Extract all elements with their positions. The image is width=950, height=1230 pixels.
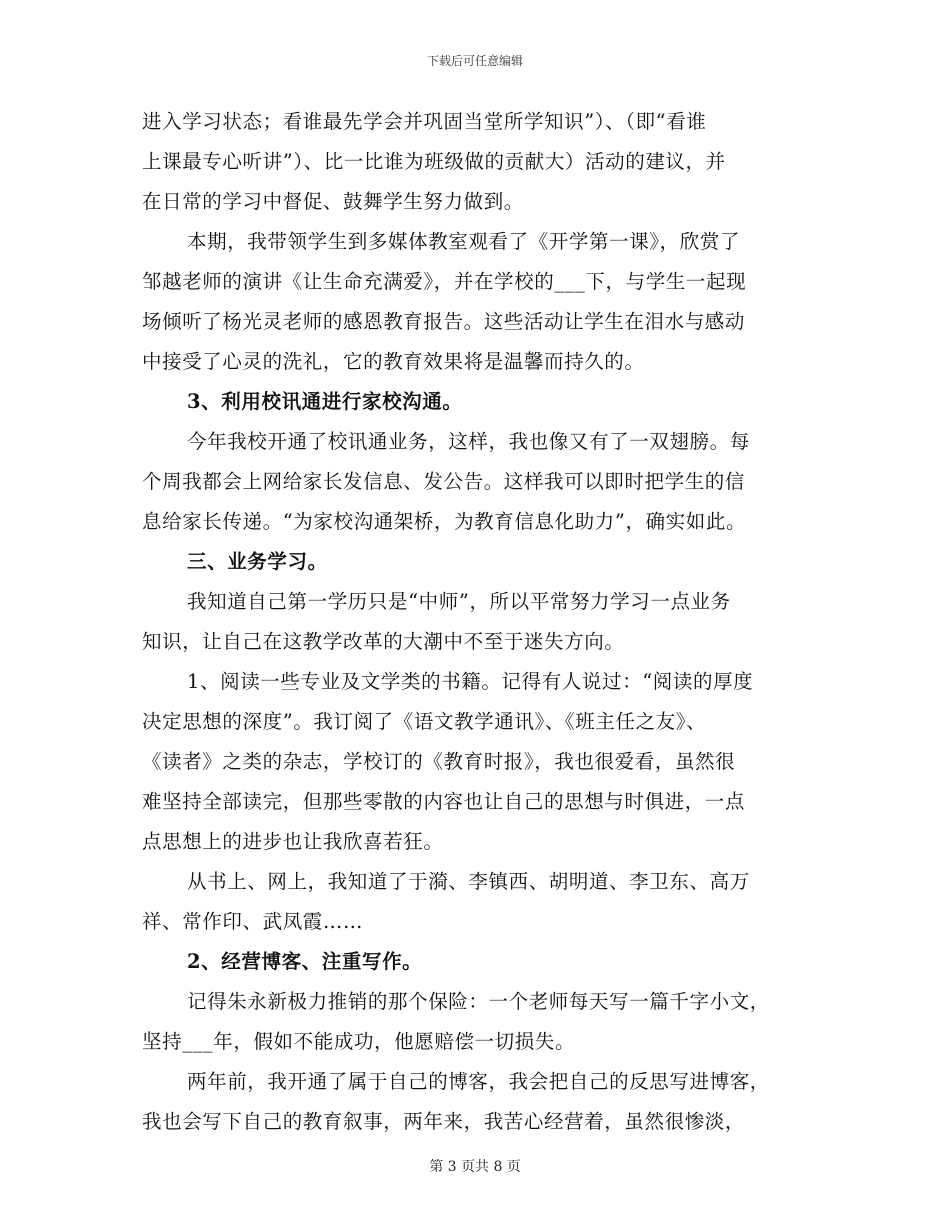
section-heading-line: 3、利用校讯通进行家校沟通。 <box>187 390 463 413</box>
text-line: 个周我都会上网给家长发信息、发公告。这样我可以即时把学生的信 <box>142 470 746 493</box>
text-line: 从书上、网上，我知道了于漪、李镇西、胡明道、李卫东、高万 <box>187 870 750 893</box>
text-line: 1、阅读一些专业及文学类的书籍。记得有人说过：“阅读的厚度 <box>187 670 754 693</box>
text-line: 今年我校开通了校讯通业务，这样，我也像又有了一双翅膀。每 <box>187 430 750 453</box>
text-line: 邹越老师的演讲《让生命充满爱》，并在学校的___下，与学生一起现 <box>142 270 747 293</box>
text-line: 场倾听了杨光灵老师的感恩教育报告。这些活动让学生在泪水与感动 <box>142 310 746 333</box>
text-line: 难坚持全部读完，但那些零散的内容也让自己的思想与时俱进，一点 <box>142 790 746 813</box>
text-line: 在日常的学习中督促、鼓舞学生努力做到。 <box>142 190 524 213</box>
text-line: 记得朱永新极力推销的那个保险：一个老师每天写一篇千字小文， <box>187 990 770 1013</box>
text-line: 决定思想的深度”。我订阅了《语文教学通讯》、《班主任之友》、 <box>142 710 707 733</box>
text-line: 《读者》之类的杂志，学校订的《教育时报》，我也很爱看，虽然很 <box>142 750 736 773</box>
text-line: 中接受了心灵的洗礼，它的教育效果将是温馨而持久的。 <box>142 350 645 373</box>
text-line: 上课最专心听讲”）、比一比谁为班级做的贡献大）活动的建议，并 <box>142 150 726 173</box>
text-line: 祥、常作印、武凤霞…… <box>142 910 364 933</box>
text-line: 我也会写下自己的教育叙事，两年来，我苦心经营着，虽然很惨淡， <box>142 1110 746 1133</box>
text-line: 本期，我带领学生到多媒体教室观看了《开学第一课》，欣赏了 <box>187 230 741 253</box>
text-line: 点思想上的进步也让我欣喜若狂。 <box>142 830 444 853</box>
document-body <box>142 102 812 1142</box>
text-line: 坚持___年，假如不能成功，他愿赔偿一切损失。 <box>142 1030 576 1053</box>
section-heading-line: 三、业务学习。 <box>187 550 328 573</box>
text-line: 息给家长传递。“为家校沟通架桥，为教育信息化助力”，确实如此。 <box>142 510 747 533</box>
section-heading-line: 2、经营博客、注重写作。 <box>187 950 423 973</box>
page-footer: 第 3 页共 8 页 <box>429 1159 521 1175</box>
text-line: 两年前，我开通了属于自己的博客，我会把自己的反思写进博客， <box>187 1070 770 1093</box>
text-line: 知识，让自己在这教学改革的大潮中不至于迷失方向。 <box>142 630 625 653</box>
text-line: 我知道自己第一学历只是“中师”，所以平常努力学习一点业务 <box>187 590 731 613</box>
page-header: 下载后可任意编辑 <box>426 54 523 68</box>
text-line: 进入学习状态；看谁最先学会并巩固当堂所学知识”）、（即“看谁 <box>142 110 707 133</box>
